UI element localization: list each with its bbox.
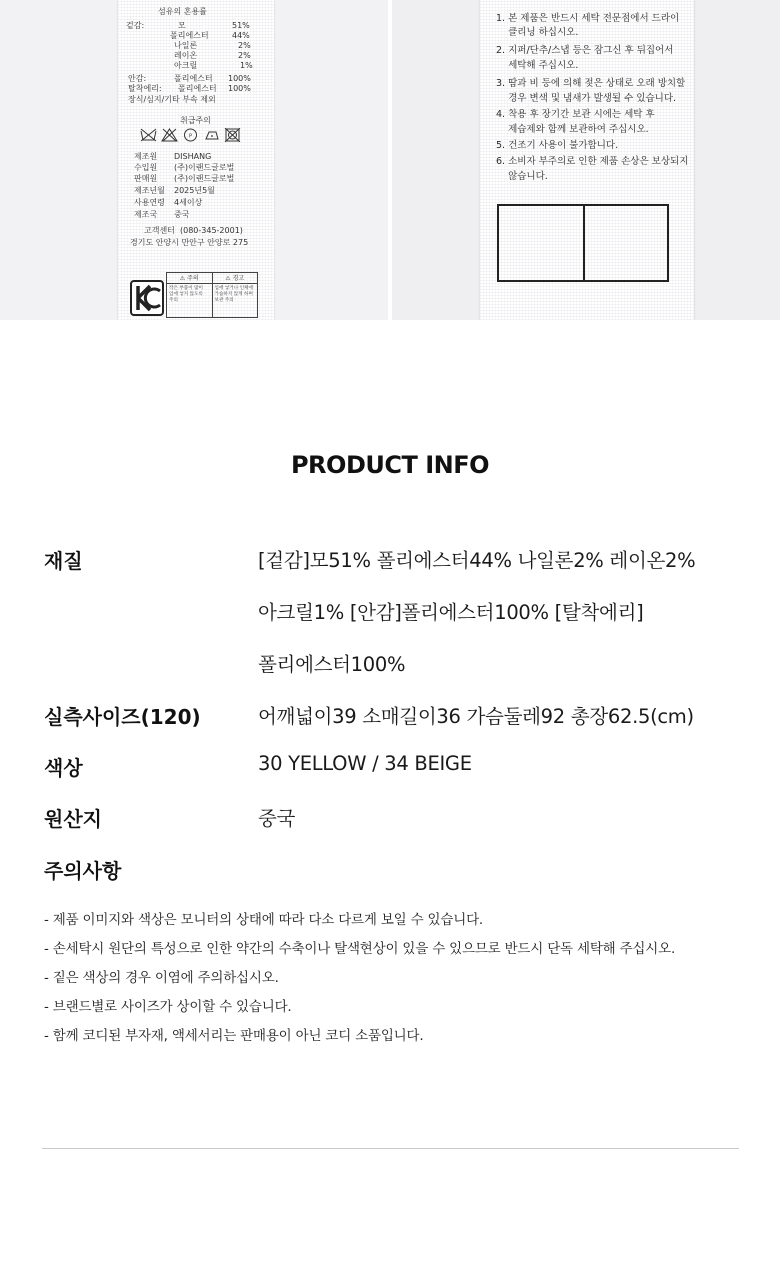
warning-column [213,273,258,317]
maker-value: 2025년5월 [174,186,215,195]
maker-value: 중국 [174,210,190,219]
tumble-dry-prohibited-icon [224,128,241,142]
color-label: 색상 [44,756,83,780]
fiber-row-material: 아크릴 [174,61,198,70]
size-label: 실측사이즈(120) [44,705,201,729]
maker-value: (주)이랜드글로벌 [174,163,235,172]
care-instruction-line: 3. 땀과 비 등에 의해 젖은 상태로 오래 방치할 [496,78,686,89]
fiber-row-material: 폴리에스터 [174,74,213,83]
care-instruction-line: 클리닝 하십시오. [496,27,579,38]
hand-wash-prohibited-icon [140,128,157,142]
care-label-right [480,0,694,320]
care-instruction-line: 않습니다. [496,171,548,182]
warning-text: 입에 넣거나 인체에 가습하지 않게 하며 보관 주의 [214,286,253,303]
care-instruction-line: 1. 본 제품은 반드시 세탁 전문점에서 드라이 [496,13,680,24]
fiber-row-pct: 44% [232,31,250,40]
caution-note: - 짙은 색상의 경우 이염에 주의하십시오. [44,970,279,986]
maker-label: 제조원 [134,152,158,161]
caution-column [167,273,213,317]
empty-label-boxes [497,204,669,282]
maker-label: 제조국 [134,210,158,219]
fiber-row-pct: 100% [228,84,251,93]
caution-text: 작은 부품이 많이 입에 넣지 않도록 주의 [169,286,203,303]
fiber-row-pct: 51% [232,21,250,30]
maker-value: (주)이랜드글로벌 [174,174,235,183]
care-instruction-line: 5. 건조기 사용이 불가합니다. [496,140,619,151]
size-value: 어깨넓이39 소매길이36 가슴둘레92 총장62.5(cm) [258,705,694,728]
origin-label: 원산지 [44,807,102,831]
care-label-left [118,0,274,320]
material-value-line: 폴리에스터100% [258,653,406,676]
care-symbols [140,128,241,142]
fiber-row-pct: 1% [240,61,253,70]
origin-value: 중국 [258,807,296,830]
caution-note: - 손세탁시 원단의 특성으로 인한 약간의 수축이나 탈색현상이 있을 수 있으므로 반드시 단독 세탁해 주십시오. [44,941,676,957]
fiber-row-material: 모 [178,21,186,30]
section-divider [42,1148,739,1149]
fiber-row-material: 나일론 [174,41,198,50]
caution-note: - 제품 이미지와 색상은 모니터의 상태에 따라 다소 다르게 보일 수 있습니다. [44,912,483,928]
fiber-row-material: 레이온 [174,51,198,60]
kc-certification-icon [130,280,164,316]
warning-box [166,272,258,318]
fiber-exclusion: 장식/심지/기타 부속 제외 [128,95,216,104]
caution-head: ⚠ 주의 [167,273,212,284]
care-instruction-line: 경우 변색 및 냄새가 발생될 수 있습니다. [496,93,677,104]
fiber-row-label: 탈착에리: [128,84,162,93]
fiber-header: 섬유의 혼용률 [158,7,207,16]
fiber-row-pct: 2% [238,41,251,50]
caution-note: - 함께 코디된 부자재, 액세서리는 판매용이 아닌 코디 소품입니다. [44,1028,424,1044]
caution-label: 주의사항 [44,859,122,883]
material-label: 재질 [44,549,83,573]
fiber-row-label: 안감: [128,74,147,83]
maker-label: 제조년월 [134,186,165,195]
care-instruction-line: 세탁해 주십시오. [496,60,579,71]
address: 경기도 안양시 만안구 안양로 275 [130,238,249,247]
section-title: PRODUCT INFO [290,451,490,479]
svg-text:P: P [188,133,193,140]
maker-label: 사용연령 [134,198,165,207]
maker-label: 판매원 [134,174,158,183]
dry-clean-icon [182,128,199,142]
material-value-line: 아크릴1% [안감]폴리에스터100% [탈착에리] [258,601,644,624]
fiber-row-material: 폴리에스터 [170,31,209,40]
customer-center: 고객센터 (080-345-2001) [144,226,243,235]
caution-note: - 브랜드별로 사이즈가 상이할 수 있습니다. [44,999,292,1015]
care-instruction-line: 6. 소비자 부주의로 인한 제품 손상은 보상되지 [496,156,689,167]
care-header: 취급주의 [180,116,211,125]
care-instruction-line: 제습제와 함께 보관하여 주십시오. [496,124,649,135]
fiber-row-pct: 100% [228,74,251,83]
maker-label: 수입원 [134,163,158,172]
color-value: 30 YELLOW / 34 BEIGE [258,752,472,775]
fiber-row-pct: 2% [238,51,251,60]
care-instruction-line: 4. 착용 후 장기간 보관 시에는 세탁 후 [496,109,655,120]
maker-value: DISHANG [174,152,212,161]
care-label-photo [0,0,780,320]
fiber-row-material: 폴리에스터 [178,84,217,93]
warning-head: ⚠ 경고 [213,273,258,284]
material-value-line: [겉감]모51% 폴리에스터44% 나일론2% 레이온2% [258,549,696,572]
care-instruction-line: 2. 지퍼/단추/스냅 등은 잠그신 후 뒤집어서 [496,45,674,56]
iron-low-icon [203,128,220,142]
fiber-row-label: 겉감: [126,21,145,30]
caution-notes [44,912,675,1057]
bleach-prohibited-icon [161,128,178,142]
maker-value: 4세이상 [174,198,203,207]
